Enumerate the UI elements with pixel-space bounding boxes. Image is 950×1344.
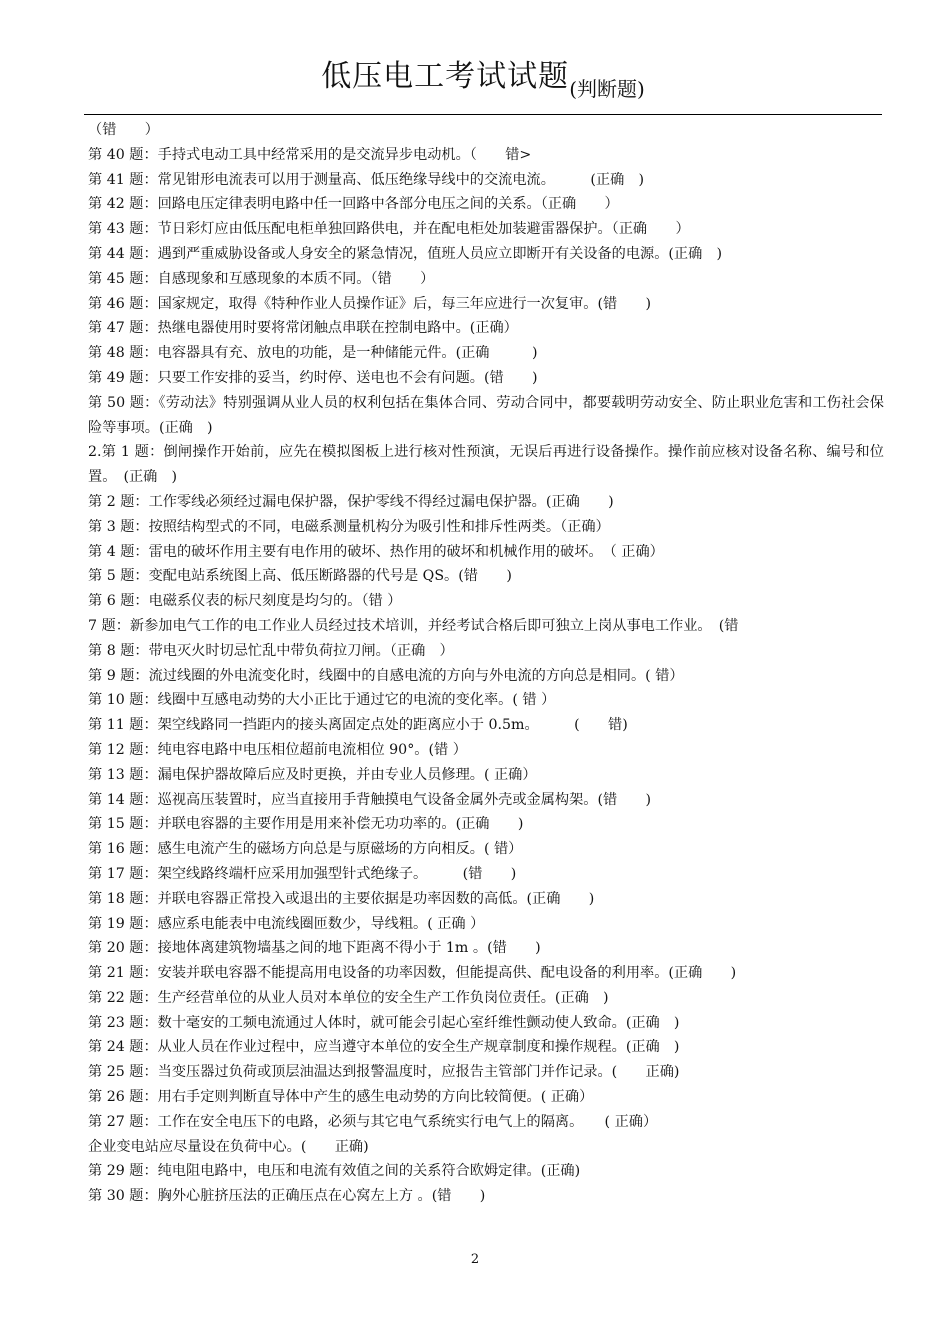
question-line: 第 19 题：感应系电能表中电流线圈匝数少，导线粗。( 正确 ） <box>88 915 485 932</box>
question-line: 第 44 题：遇到严重威胁设备或人身安全的紧急情况，值班人员应立即断开有关设备的电源。(正确 ) <box>88 245 723 262</box>
question-list <box>88 118 884 1209</box>
question-line: 第 23 题：数十毫安的工频电流通过人体时，就可能会引起心室纤维性颤动使人致命。(正确 ) <box>88 1014 680 1031</box>
question-line: 第 26 题：用右手定则判断直导体中产生的感生电动势的方向比较简便。( 正确） <box>88 1089 594 1106</box>
question-line: 第 18 题：并联电容器正常投入或退出的主要依据是功率因数的高低。(正确 ) <box>88 890 595 907</box>
question-line: 第 12 题：纯电容电路中电压相位超前电流相位 90°。(错 ） <box>88 741 467 758</box>
question-line: 第 46 题：国家规定，取得《特种作业人员操作证》后，每三年应进行一次复审。(错 ) <box>88 295 652 312</box>
question-line: 第 22 题：生产经营单位的从业人员对本单位的安全生产工作负岗位责任。(正确 ) <box>88 989 609 1006</box>
question-line: 第 13 题：漏电保护器故障后应及时更换，并由专业人员修理。( 正确） <box>88 766 537 783</box>
question-line: 第 49 题：只要工作安排的妥当，约时停、送电也不会有问题。(错 ) <box>88 369 538 386</box>
question-line: 第 2 题：工作零线必须经过漏电保护器，保护零线不得经过漏电保护器。(正确 ) <box>88 493 614 510</box>
question-line: 第 15 题：并联电容器的主要作用是用来补偿无功功率的。(正确 ) <box>88 816 524 833</box>
question-line: 第 6 题：电磁系仪表的标尺刻度是均匀的。（错 ） <box>88 593 402 610</box>
question-line: （错 ） <box>88 122 159 138</box>
question-line: 第 27 题：工作在安全电压下的电路，必须与其它电气系统实行电气上的隔离。 ( 正确） <box>88 1113 658 1130</box>
question-line: 第 8 题：带电灭火时切忌忙乱中带负荷拉刀闸。（正确 ） <box>88 642 454 659</box>
question-line: 第 11 题：架空线路同一挡距内的接头离固定点处的距离应小于 0.5m。 ( 错) <box>88 717 628 734</box>
question-line: 第 48 题：电容器具有充、放电的功能，是一种储能元件。(正确 ) <box>88 345 538 362</box>
question-line: 第 16 题：感生电流产生的磁场方向总是与原磁场的方向相反。( 错） <box>88 841 523 858</box>
page-number: 2 <box>470 1252 480 1267</box>
question-line: 第 3 题：按照结构型式的不同，电磁系测量机构分为吸引性和排斥性两类。（正确） <box>88 518 610 535</box>
question-line: 第 43 题：节日彩灯应由低压配电柜单独回路供电，并在配电柜处加装避雷器保护。（正确 ） <box>88 221 690 238</box>
question-line: 第 10 题：线圈中互感电动势的大小正比于通过它的电流的变化率。( 错 ） <box>88 692 556 709</box>
question-line: 第 14 题：巡视高压装置时，应当直接用手背触摸电气设备金属外壳或金属构架。(错 ) <box>88 791 652 808</box>
document-subtitle: (判断题) <box>569 77 645 101</box>
question-line: 第 29 题：纯电阻电路中，电压和电流有效值之间的关系符合欧姆定律。(正确) <box>88 1163 581 1180</box>
question-line: 第 30 题：胸外心脏挤压法的正确压点在心窝左上方 。(错 ) <box>88 1188 486 1205</box>
question-line: 第 42 题：回路电压定律表明电路中任一回路中各部分电压之间的关系。（正确 ） <box>88 196 619 213</box>
question-line: 第 50 题：《劳动法》特别强调从业人员的权利包括在集体合同、劳动合同中，都要载明劳动安全、防止职业危害和工伤社会保险等事项。(正确 ) <box>88 394 884 436</box>
question-line: 第 4 题：雷电的破坏作用主要有电作用的破坏、热作用的破坏和机械作用的破坏。 （ 正确） <box>88 543 664 560</box>
question-line: 第 21 题：安装并联电容器不能提高用电设备的功率因数，但能提高供、配电设备的利用率。(正确 ) <box>88 965 737 982</box>
question-line: 第 40 题：手持式电动工具中经常采用的是交流异步电动机。（ 错> <box>88 146 532 163</box>
question-line: 2.第 1 题：倒闸操作开始前，应先在模拟图板上进行核对性预演，无误后再进行设备操作。操作前应核对设备名称、编号和位置。 (正确 ) <box>88 444 884 486</box>
page-header <box>84 52 882 115</box>
question-line: 第 24 题：从业人员在作业过程中，应当遵守本单位的安全生产规章制度和操作规程。(正确 ) <box>88 1039 680 1056</box>
question-line: 第 47 题：热继电器使用时要将常闭触点串联在控制电路中。(正确） <box>88 320 518 337</box>
question-line: 第 45 题：自感现象和互感现象的本质不同。（错 ） <box>88 270 435 287</box>
question-line: 第 20 题：接地体离建筑物墙基之间的地下距离不得小于 1m 。(错 ) <box>88 940 541 957</box>
question-line: 第 25 题：当变压器过负荷或顶层油温达到报警温度时，应报告主管部门并作记录。( 正确) <box>88 1064 680 1081</box>
question-line: 第 9 题：流过线圈的外电流变化时，线圈中的自感电流的方向与外电流的方向总是相同。( 错） <box>88 667 684 684</box>
question-line: 7 题：新参加电气工作的电工作业人员经过技术培训，并经考试合格后即可独立上岗从事电工作业。 (错 <box>88 617 739 634</box>
question-line: 第 17 题：架空线路终端杆应采用加强型针式绝缘子。 (错 ) <box>88 865 517 882</box>
question-line: 企业变电站应尽量设在负荷中心。( 正确) <box>88 1138 369 1155</box>
question-line: 第 41 题：常见钳形电流表可以用于测量高、低压绝缘导线中的交流电流。 (正确 ) <box>88 171 644 188</box>
document-title: 低压电工考试试题 <box>321 59 570 94</box>
question-line: 第 5 题：变配电站系统图上高、低压断路器的代号是 QS。(错 ) <box>88 568 512 585</box>
